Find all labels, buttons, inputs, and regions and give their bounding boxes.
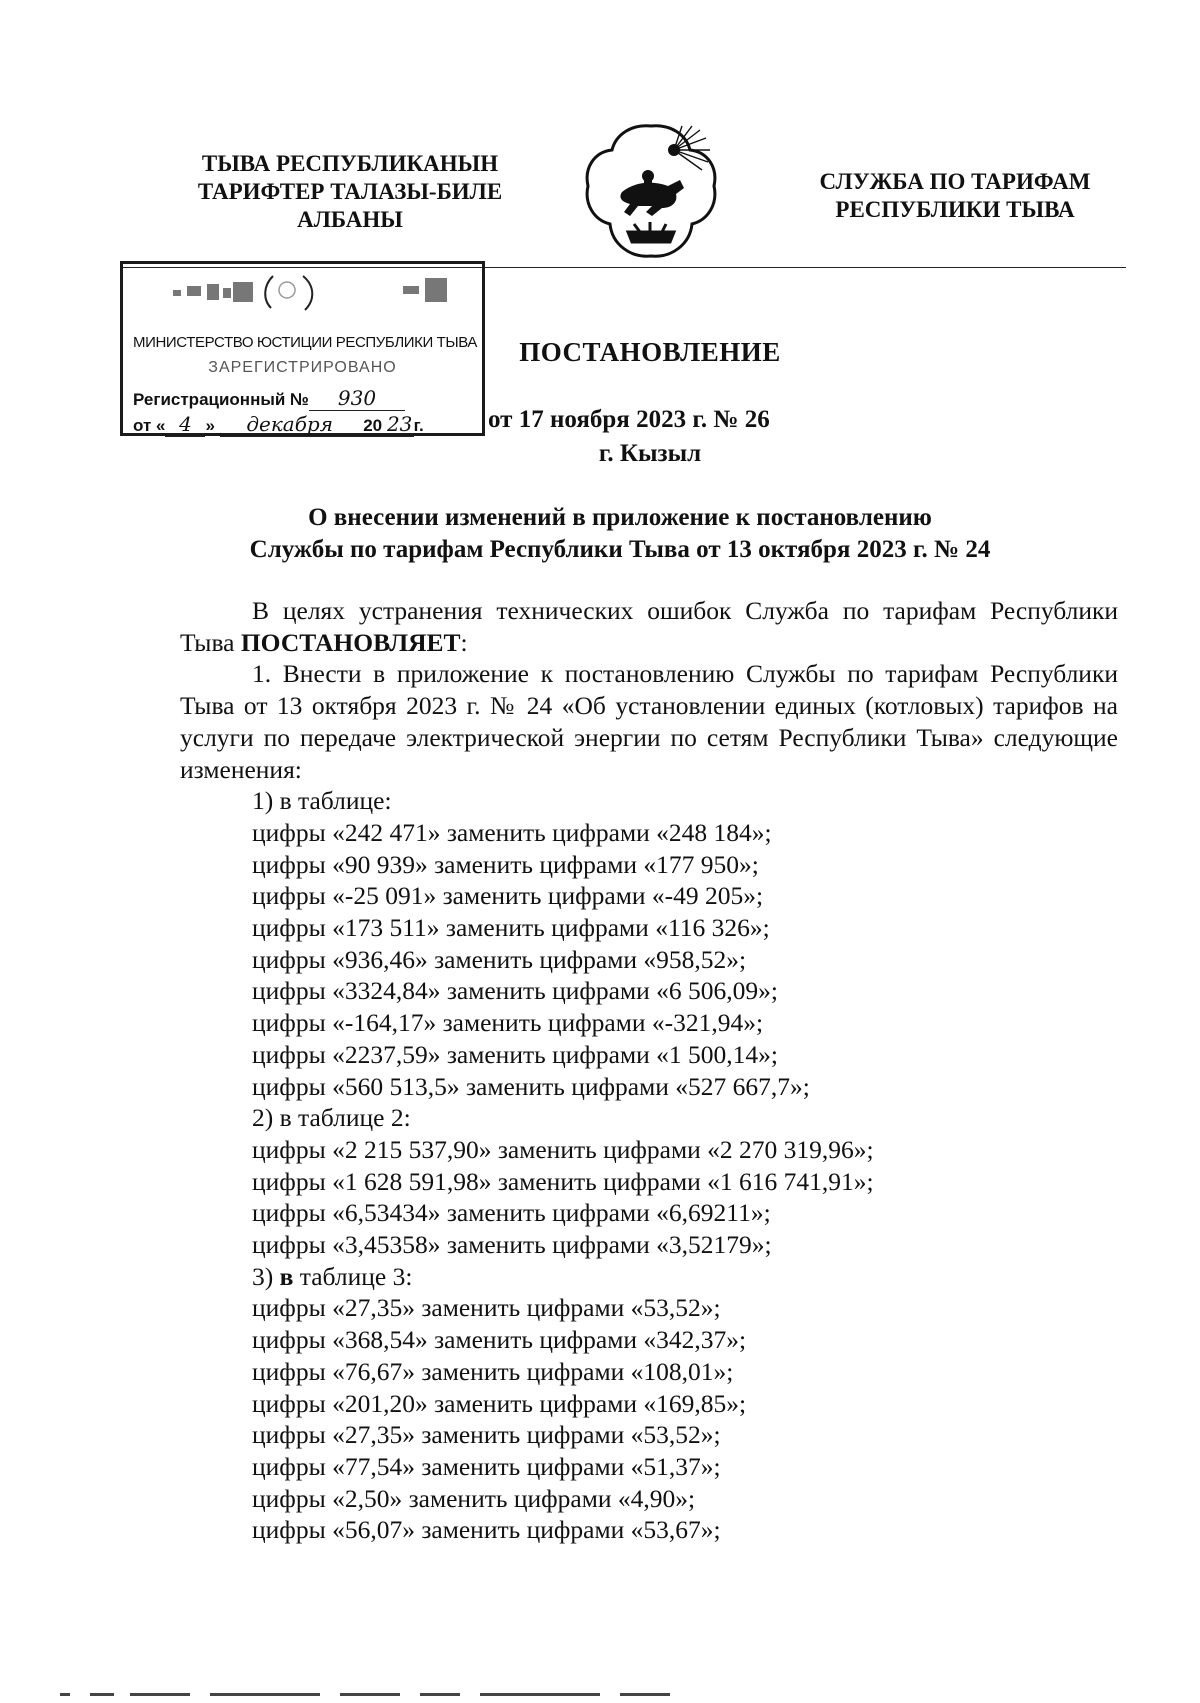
section-3-bold: в: [279, 1261, 294, 1291]
list-item: цифры «2,50» заменить цифрами «4,90»;: [252, 1483, 696, 1513]
list-item: цифры «2 215 537,90» заменить цифрами «2 270 319,96»;: [252, 1134, 874, 1164]
document-city: г. Кызыл: [598, 440, 702, 467]
stamp-status: ЗАРЕГИСТРИРОВАНО: [208, 359, 397, 376]
list-item: цифры «936,46» заменить цифрами «958,52»;: [252, 944, 747, 974]
stamp-date-line: [133, 412, 424, 437]
stamp-date-mid: »: [205, 416, 215, 435]
section-3-rest: таблице 3:: [293, 1261, 413, 1291]
list-item: цифры «368,54» заменить цифрами «342,37»;: [252, 1325, 747, 1355]
document-subject: [130, 502, 1110, 566]
stamp-date-prefix: от «: [133, 416, 166, 435]
section-3-title: [180, 1261, 1118, 1293]
point-1-paragraph: 1. Внести в приложение к постановлению Службы по тарифам Республики Тыва от 13 октября 2023 г. № 24 «Об установлении единых (котловых) тарифов на услуги по передаче электрической энергии по сетям Республики Тыва» следующие изменения:: [180, 659, 1118, 784]
agency-name-tuvan-line: ТЫВА РЕСПУБЛИКАНЫН: [201, 151, 499, 176]
document-date-number: от 17 ноября 2023 г. № 26: [488, 406, 770, 433]
agency-name-tuvan: [160, 150, 540, 234]
list-item: цифры «76,67» заменить цифрами «108,01»;: [252, 1356, 734, 1386]
stamp-reg-number: 930: [309, 386, 405, 411]
agency-name-russian-line: СЛУЖБА ПО ТАРИФАМ: [819, 169, 1091, 194]
list-item: цифры «90 939» заменить цифрами «177 950»;: [252, 849, 759, 879]
list-item: цифры «-25 091» заменить цифрами «-49 205»;: [252, 881, 764, 911]
list-item: цифры «560 513,5» заменить цифрами «527 667,7»;: [252, 1071, 810, 1101]
intro-paragraph: [180, 595, 1118, 658]
list-item: цифры «201,20» заменить цифрами «169,85»;: [252, 1388, 747, 1418]
intro-text: В целях устранения технических ошибок Служба по тарифам Республики Тыва: [180, 596, 1118, 657]
stamp-seal-mark: [163, 272, 473, 322]
intro-resolves: ПОСТАНОВЛЯЕТ: [240, 627, 461, 657]
list-item: цифры «27,35» заменить цифрами «53,52»;: [252, 1293, 721, 1323]
document-subject-line: Службы по тарифам Республики Тыва от 13 октября 2023 г. № 24: [249, 536, 991, 563]
list-item: цифры «1 628 591,98» заменить цифрами «1 616 741,91»;: [252, 1166, 874, 1196]
stamp-date-year-suffix: 23: [386, 412, 413, 436]
registration-stamp: [120, 261, 485, 436]
stamp-date-month: декабря: [220, 412, 360, 437]
agency-name-russian-line: РЕСПУБЛИКИ ТЫВА: [835, 197, 1075, 222]
list-item: цифры «173 511» заменить цифрами «116 326»;: [252, 913, 770, 943]
section-3-prefix: 3): [252, 1261, 280, 1291]
intro-end: :: [460, 627, 468, 657]
list-item: цифры «242 471» заменить цифрами «248 184»;: [252, 817, 772, 847]
list-item: цифры «2237,59» заменить цифрами «1 500,14»;: [252, 1039, 778, 1069]
stamp-registration-line: [133, 386, 405, 411]
list-item: цифры «77,54» заменить цифрами «51,37»;: [252, 1451, 721, 1481]
section-2-title: 2) в таблице 2:: [252, 1103, 411, 1133]
stamp-reg-label: Регистрационный №: [133, 390, 309, 409]
list-item: цифры «3,45358» заменить цифрами «3,52179»;: [252, 1230, 772, 1260]
scan-artifact: [60, 1690, 680, 1698]
section-1-title: 1) в таблице:: [252, 786, 392, 816]
document-body: [180, 595, 1118, 1546]
list-item: цифры «56,07» заменить цифрами «53,67»;: [252, 1515, 721, 1545]
list-item: цифры «-164,17» заменить цифрами «-321,94»;: [252, 1008, 764, 1038]
document-subject-line: О внесении изменений в приложение к постановлению: [308, 504, 932, 531]
stamp-date-suffix: г.: [413, 416, 424, 435]
list-item: цифры «27,35» заменить цифрами «53,52»;: [252, 1420, 721, 1450]
stamp-date-day: 4: [165, 412, 205, 437]
agency-name-russian: [800, 168, 1110, 224]
list-item: цифры «6,53434» заменить цифрами «6,69211»;: [252, 1198, 771, 1228]
tuva-coat-of-arms-icon: [582, 120, 720, 264]
agency-name-tuvan-line: ТАРИФТЕР ТАЛАЗЫ-БИЛЕ: [197, 179, 503, 204]
stamp-ministry-name: МИНИСТЕРСТВО ЮСТИЦИИ РЕСПУБЛИКИ ТЫВА: [133, 334, 478, 351]
document-type: ПОСТАНОВЛЕНИЕ: [519, 337, 781, 367]
agency-name-tuvan-line: АЛБАНЫ: [297, 207, 403, 232]
stamp-date-year-prefix: 20: [360, 416, 386, 437]
list-item: цифры «3324,84» заменить цифрами «6 506,09»;: [252, 976, 778, 1006]
